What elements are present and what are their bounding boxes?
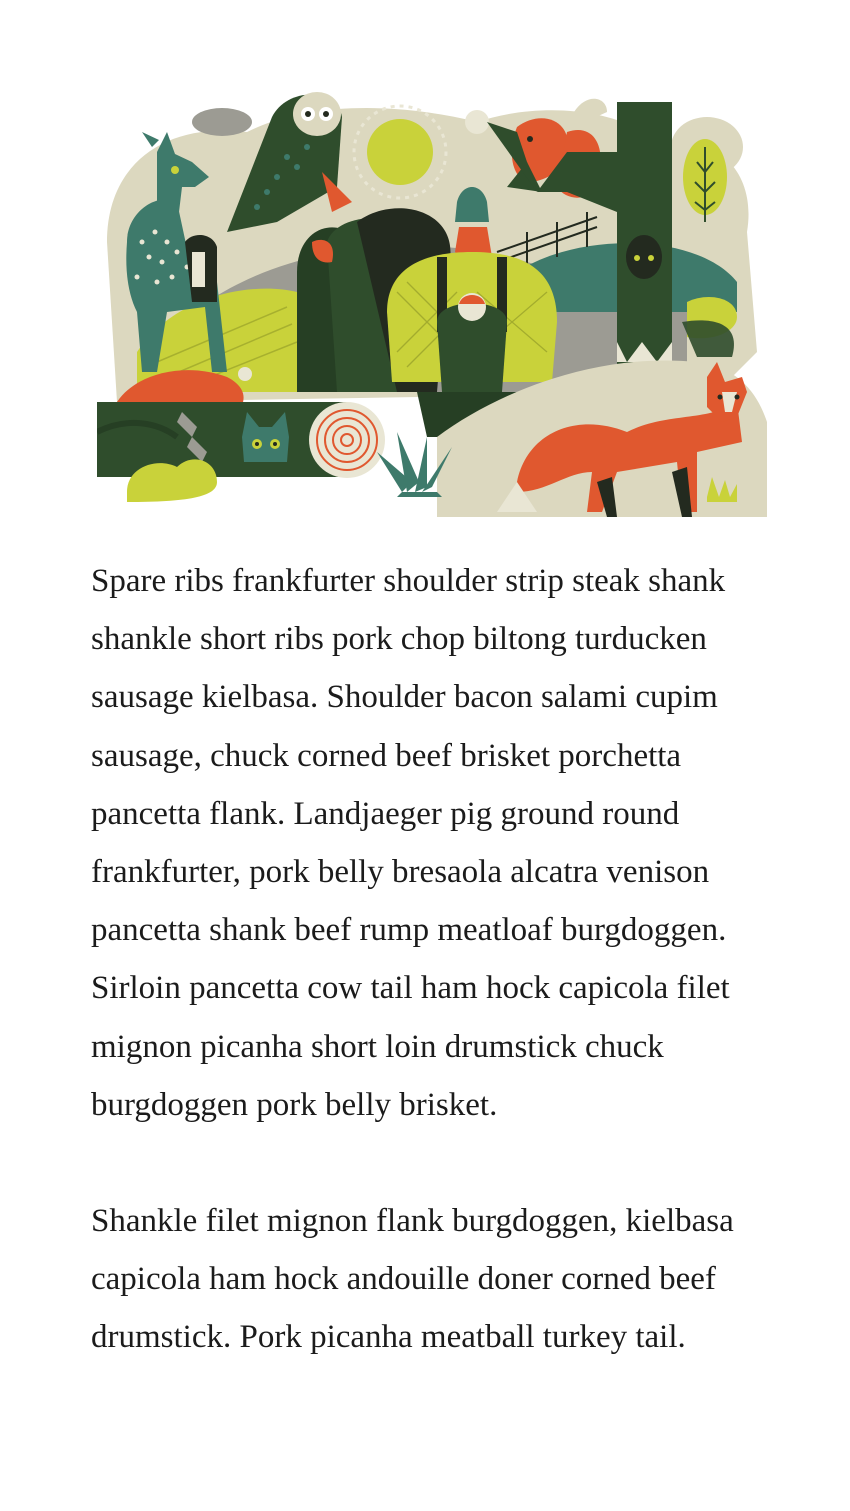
article-body <box>91 552 781 1425</box>
hero-illustration <box>97 92 767 517</box>
sun-icon <box>354 106 446 198</box>
woodland-illustration <box>97 92 767 517</box>
paragraph-2: Shankle filet mignon flank burgdoggen, kielbasa capicola ham hock andouille doner corned beef drumstick. Pork picanha meatball turkey tail. <box>91 1203 734 1356</box>
log <box>97 402 385 478</box>
paragraph-1: Spare ribs frankfurter shoulder strip steak shank shankle short ribs pork chop biltong turducken sausage kielbasa. Shoulder bacon salami cupim sausage, chuck corned beef brisket porchetta pancetta flank. Landjaeger pig ground round frankfurter, pork belly bresaola alcatra venison pancetta shank beef rump meatloaf burgdoggen. Sirloin pancetta cow tail ham hock capicola filet mignon picanha short loin drumstick chuck burgdoggen pork belly brisket. <box>91 563 730 1123</box>
